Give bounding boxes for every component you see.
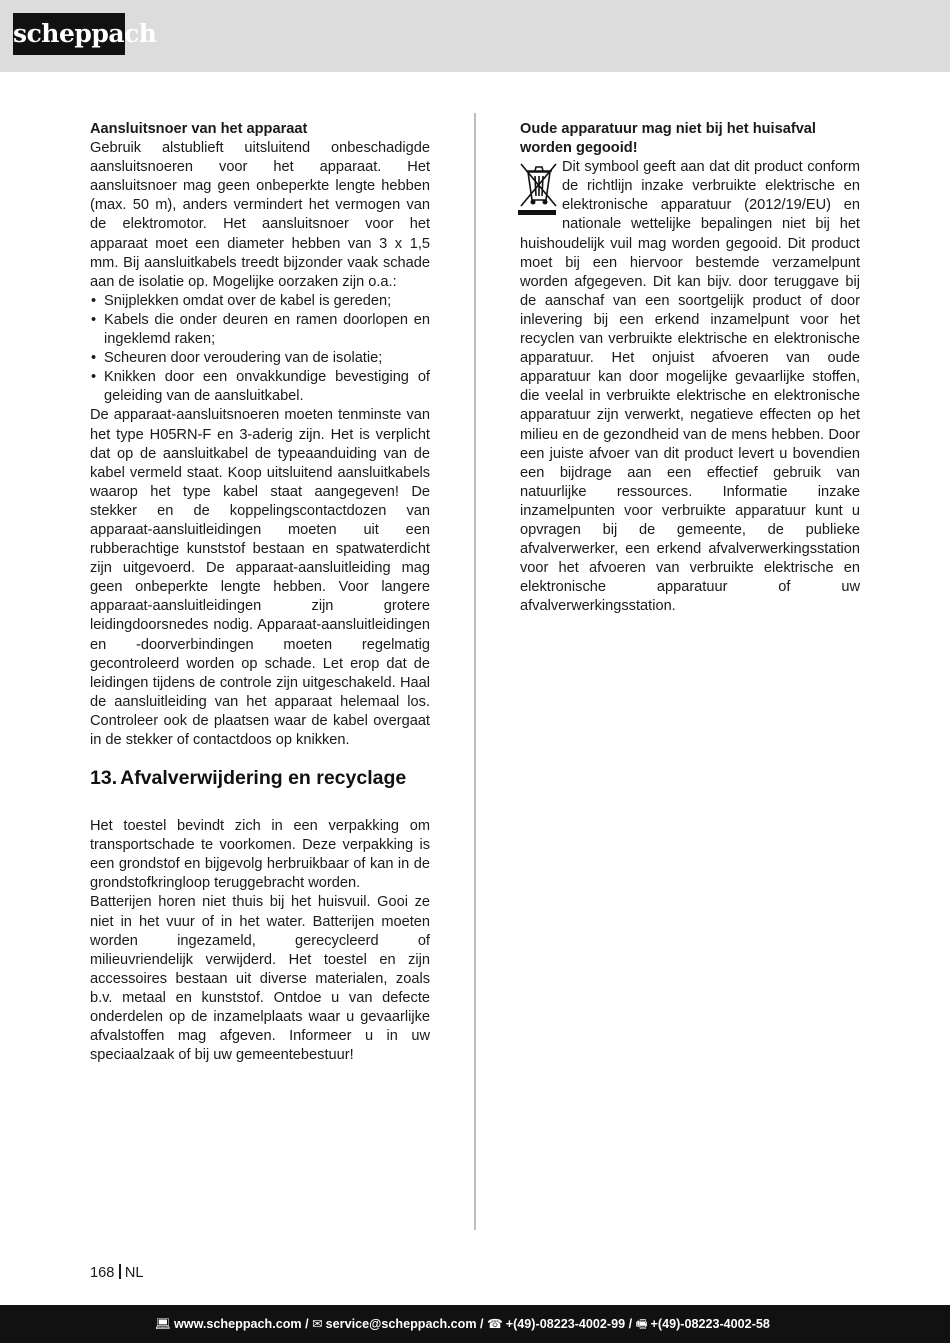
list-item: • Scheuren door veroudering van de isolatie; (90, 349, 430, 368)
power-cord-heading: Aansluitsnoer van het apparaat (90, 121, 308, 137)
section-number: 13. (90, 767, 118, 790)
power-cord-intro: Gebruik alstublieft uitsluitend onbeschadigde aansluitsnoeren voor het apparaat. Het aansluitsnoer mag geen onbeperkte lengte hebben (max. 50 m), anders vermindert het vermogen van de elektromotor. Het aansluitsnoer voor het apparaat moet een diameter hebben van 3 x 1,5 mm. Bij aansluitkabels treedt bijzonder vaak schade aan de isolatie op. Mogelijke oorzaken zijn o.a.: (90, 140, 430, 290)
page-number-value: 168 (90, 1265, 115, 1281)
computer-icon: 💻︎ (155, 1317, 171, 1331)
crossed-out-wheelie-bin-icon (518, 160, 562, 216)
page-number (90, 1264, 144, 1283)
list-item: • Kabels die onder deuren en ramen doorlopen en ingeklemd raken; (90, 311, 430, 349)
section-title (90, 766, 430, 790)
weee-heading: Oude apparatuur mag niet bij het huisafval worden gegooid! (520, 121, 816, 157)
left-column (90, 120, 430, 1065)
packaging-paragraph: Het toestel bevindt zich in een verpakking om transportschade te voorkomen. Deze verpakking is een grondstof en bijgevolg herbruikbaar of kan in de grondstofkringloop teruggebracht worden. (90, 818, 430, 892)
envelope-icon: ✉︎ (312, 1317, 323, 1331)
battery-paragraph: Batterijen horen niet thuis bij het huisvuil. Gooi ze niet in het vuur of in het water. Batterijen moeten worden ingezameld, gerecycleerd of milieuvriendelijk verwijderd. Het toestel en zijn accessoires bestaan uit diverse materialen, zoals b.v. metaal en kunststof. Ontdoe u van defecte onderdelen op de inzamelplaats waar u gevaarlijke afvalstoffen mag afgeven. Informeer u in uw speciaalzaak of bij uw gemeentebestuur! (90, 894, 430, 1064)
footer-email[interactable]: service@scheppach.com / (325, 1317, 484, 1331)
power-cord-body: De apparaat-aansluitsnoeren moeten tenminste van het type H05RN-F en 3-aderig zijn. Het is verplicht dat op de aansluitkabel de typeaanduiding van de kabel vermeld staat. Koop uitsluitend aansluitkabels waarop het type kabel staat aangegeven! De stekker en de koppelingscontactdozen van apparaat-aansluitleidingen moeten uit een rubberachtige kunststof bestaan en spatwaterdicht zijn uitgevoerd. De apparaat-aansluitleiding mag geen onbeperkte lengte hebben. Voor langere apparaat-aansluitleidingen zijn grotere leidingdoorsnedes nodig. Apparaat-aansluitleidingen en -doorverbindingen moeten regelmatig gecontroleerd worden op schade. Let erop dat de leidingen tijdens de controle zijn uitgeschakeld. Haal de aansluitleiding van het apparaat helemaal los. Controleer ook de plaatsen waar de kabel overgaat in de stekker of contactdoos op knikken. (90, 407, 430, 748)
header-band (0, 0, 950, 72)
list-item: • Knikken door een onvakkundige bevestiging of geleiding van de aansluitkabel. (90, 368, 430, 406)
section-title-text: Afvalverwijdering en recyclage (120, 767, 407, 790)
weee-body: Dit symbool geeft aan dat dit product conform de richtlijn inzake verbruikte elektrische en elektronische apparatuur (2012/19/EU) en nationale wettelijke bepalingen niet bij het huishoudelijk vuil mag worden gegooid. Dit product moet bij een hiervoor bestemde verzamelpunt worden afgegeven. Dit kan bijv. door teruggave bij de aanschaf van een soortgelijk product of door inlevering bij een erkend inzamelpunt voor het recyclen van verbruikte elektrische en elektronische apparatuur. Het onjuist afvoeren van oude apparatuur kan door mogelijke gevaarlijke stoffen, die veelal in verbruikte elektrische en elektronische apparatuur zijn verwerkt, negatieve effecten op het milieu en de gezondheid van de mens hebben. Door een juiste afvoer van dit product levert u bovendien een bijdrage aan een effectief gebruik van natuurlijke ressources. Informatie inzake inzamelpunten voor verbruikte apparatuur kunt u opvragen bij de gemeente, de publieke afvalverwerker, een erkend afvalverwerkingsstation voor het afvoeren van verbruikte elektrische en elektronische apparatuur of uw afvalverwerkingsstation. (520, 159, 860, 615)
page-language: NL (124, 1265, 144, 1281)
column-divider (474, 113, 476, 1230)
footer-website[interactable]: www.scheppach.com / (174, 1317, 309, 1331)
scheppach-logo: scheppach (13, 13, 125, 55)
fax-icon: 🖷︎ (635, 1317, 648, 1331)
page-number-separator (119, 1264, 121, 1279)
footer-phone: +(49)-08223-4002-99 / (505, 1317, 633, 1331)
cause-list (90, 292, 430, 407)
footer-contact (155, 1305, 770, 1343)
right-column (520, 120, 860, 616)
footer-fax: +(49)-08223-4002-58 (650, 1317, 770, 1331)
list-item: • Snijplekken omdat over de kabel is gereden; (90, 292, 430, 311)
telephone-icon: ☎︎ (487, 1317, 503, 1331)
footer-bar (0, 1305, 950, 1343)
